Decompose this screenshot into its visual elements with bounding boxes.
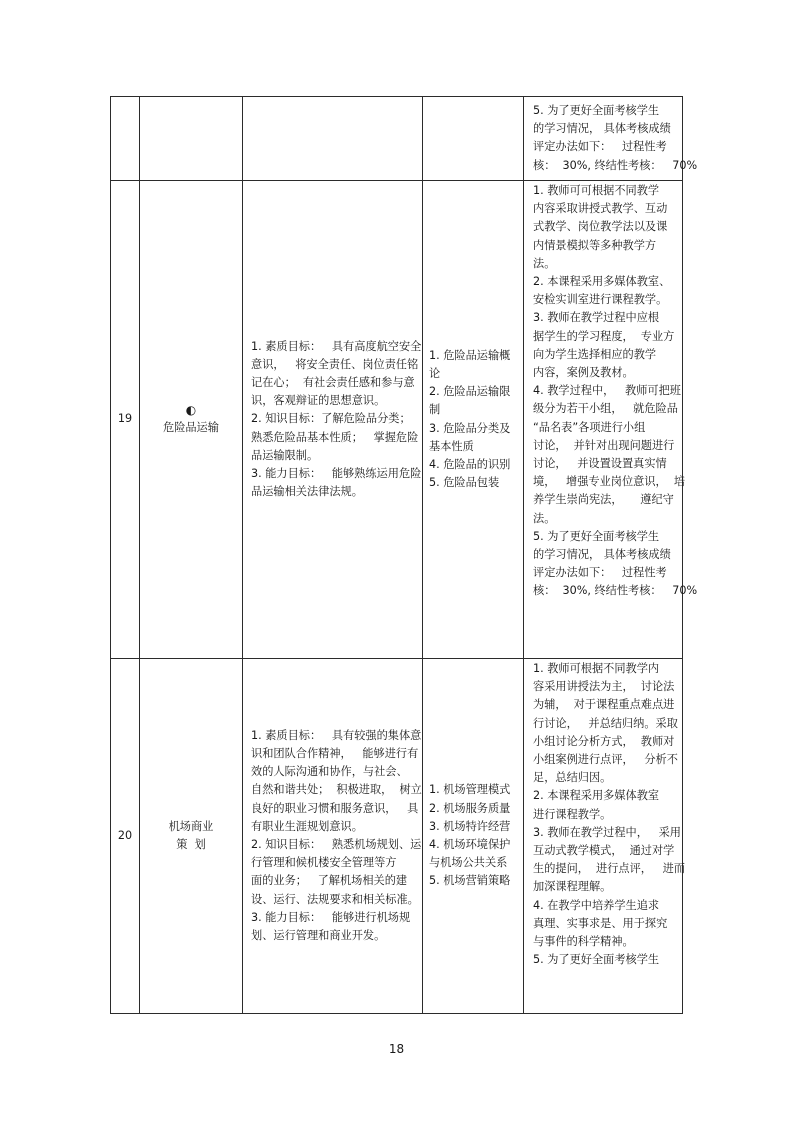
method-cell	[524, 97, 698, 181]
table-row	[111, 659, 683, 1014]
method-line: 讨论， 并针对出现问题进行	[533, 438, 675, 452]
method-line: 安检实训室进行课程教学。	[533, 293, 668, 307]
method-line: 讨论， 并设置设置真实情	[533, 457, 667, 471]
method-line: 评定办法如下： 过程性考	[533, 566, 667, 580]
method-line: 核： 30%, 终结性考核： 70%	[533, 584, 698, 598]
method-line: 据学生的学习程度， 专业方	[533, 329, 675, 343]
method-line: 的学习情况， 具体考核成绩	[533, 548, 671, 562]
goal-line: 效的人际沟通和协作，与社会、	[251, 765, 408, 779]
method-line: 内情景模拟等多种教学方	[533, 238, 657, 252]
row-number-cell	[111, 659, 140, 1014]
method-line: 式教学、岗位教学法以及课	[533, 220, 668, 234]
course-name-line-2: 策 划	[176, 838, 206, 851]
content-line: 制	[429, 403, 441, 417]
goal-line: 识和团队合作精神， 能够进行有	[251, 746, 419, 760]
goal-line: 识，客观辩证的思想意识。	[251, 394, 386, 408]
method-line: 容采用讲授法为主， 讨论法	[533, 680, 675, 694]
goal-line: 2. 知识目标： 熟悉机场规划、运	[251, 838, 422, 851]
method-line: “品名表”各项进行小组	[533, 420, 646, 434]
row-number: 20	[117, 828, 133, 842]
course-table	[110, 96, 698, 1014]
method-line: 生的提问， 进行点评， 进而	[533, 862, 686, 876]
goal-line: 面的业务； 了解机场相关的建	[251, 874, 408, 888]
goals-cell	[243, 659, 423, 1014]
content-cell	[423, 181, 524, 659]
method-line: 法。	[533, 511, 556, 525]
content-line: 4. 危险品的识别	[429, 457, 511, 471]
method-line: 小组讨论分析方式， 教师对	[533, 734, 675, 748]
goals-cell	[243, 181, 423, 659]
goal-line: 3. 能力目标： 能够熟练运用危险	[251, 467, 422, 480]
method-line: 加深课程理解。	[533, 880, 612, 894]
goal-line: 良好的职业习惯和服务意识， 具	[251, 801, 419, 815]
course-name-cell	[140, 181, 243, 659]
goal-line: 2. 知识目标：了解危险品分类；	[251, 412, 411, 426]
goal-line: 意识， 将安全责任、岗位责任铭	[251, 357, 419, 371]
method-line: 为辅， 对于课程重点难点进	[533, 698, 675, 712]
method-line: 行讨论， 并总结归纳。采取	[533, 716, 678, 730]
goal-line: 划、运行管理和商业开发。	[251, 929, 386, 943]
method-line: 评定办法如下： 过程性考	[533, 140, 667, 154]
content-line: 2. 危险品运输限	[429, 385, 511, 399]
course-name-line-1: 机场商业	[168, 819, 214, 833]
course-name-cell	[140, 97, 243, 181]
goal-line: 1. 素质目标： 具有高度航空安全	[251, 339, 422, 353]
goal-line: 自然和谐共处； 积极进取， 树立	[251, 783, 422, 797]
method-line: 足，总结归因。	[533, 771, 612, 785]
half-circle-icon: ◐	[185, 403, 197, 418]
goal-line: 1. 素质目标： 具有较强的集体意	[251, 728, 422, 742]
method-line: 1. 教师可可根据不同教学	[533, 184, 660, 197]
content-line: 1. 机场管理模式	[429, 783, 511, 797]
content-line: 3. 危险品分类及	[429, 421, 511, 435]
content-line: 1. 危险品运输概	[429, 348, 511, 362]
method-line: 3. 教师在教学过程中应根	[533, 311, 660, 325]
goal-line: 品运输限制。	[251, 448, 319, 462]
method-line: 内容，案例及教材。	[533, 366, 634, 380]
method-line: 2. 本课程采用多媒体教室	[533, 789, 660, 803]
table-row	[111, 181, 683, 659]
goals-cell	[243, 97, 423, 181]
method-line: 法。	[533, 256, 556, 270]
row-number-cell	[111, 97, 140, 181]
method-line: 与事件的科学精神。	[533, 935, 634, 949]
content-line: 3. 机场特许经营	[429, 819, 511, 833]
content-line: 2. 机场服务质量	[429, 801, 511, 815]
content-line: 与机场公共关系	[429, 856, 508, 870]
method-line: 真理、实事求是、用于探究	[533, 916, 668, 930]
method-line: 境， 增强专业岗位意识， 培	[533, 475, 686, 489]
method-line: 养学生崇尚宪法， 遵纪守	[533, 493, 674, 507]
goal-line: 行管理和候机楼安全管理等方	[251, 856, 397, 870]
method-line: 3. 教师在教学过程中， 采用	[533, 825, 681, 839]
method-line: 小组案例进行点评， 分析不	[533, 753, 678, 767]
goal-line: 品运输相关法律法规。	[251, 485, 363, 499]
goal-line: 有职业生涯规划意识。	[251, 819, 363, 833]
method-line: 5. 为了更好全面考核学生	[533, 104, 660, 117]
goal-line: 记在心； 有社会责任感和参与意	[251, 375, 415, 389]
method-line: 4. 在教学中培养学生追求	[533, 898, 660, 912]
goal-line: 3. 能力目标： 能够进行机场规	[251, 910, 411, 924]
goal-line: 设、运行、法规要求和相关标准。	[251, 892, 419, 906]
method-line: 互动式教学模式， 通过对学	[533, 844, 675, 858]
page-number: 18	[388, 1042, 405, 1056]
method-line: 进行课程教学。	[533, 807, 612, 821]
content-line: 论	[429, 366, 441, 380]
content-line: 5. 危险品包装	[429, 476, 500, 490]
content-cell	[423, 97, 524, 181]
row-number-cell	[111, 181, 140, 659]
content-line: 5. 机场营销策略	[429, 874, 511, 888]
method-line: 级分为若干小组， 就危险品	[533, 402, 678, 416]
method-line: 的学习情况， 具体考核成绩	[533, 122, 671, 136]
table-row	[111, 97, 683, 181]
content-line: 4. 机场环境保护	[429, 838, 511, 851]
content-line: 基本性质	[429, 439, 474, 453]
method-line: 2. 本课程采用多媒体教室、	[533, 275, 671, 289]
method-line: 5. 为了更好全面考核学生	[533, 953, 660, 967]
content-cell	[423, 659, 524, 1014]
method-line: 1. 教师可根据不同教学内	[533, 662, 660, 675]
course-name: 危险品运输	[163, 421, 219, 435]
method-line: 4. 教学过程中， 教师可把班	[533, 384, 681, 398]
goal-line: 熟悉危险品基本性质； 掌握危险	[251, 430, 419, 444]
method-line: 5. 为了更好全面考核学生	[533, 529, 660, 543]
method-cell	[524, 659, 686, 1014]
method-line: 向为学生选择相应的教学	[533, 347, 657, 361]
row-number: 19	[117, 412, 133, 426]
method-cell	[524, 181, 698, 659]
method-line: 内容采取讲授式教学、互动	[533, 202, 668, 216]
method-line: 核： 30%, 终结性考核： 70%	[533, 158, 698, 172]
course-name-cell	[140, 659, 243, 1014]
